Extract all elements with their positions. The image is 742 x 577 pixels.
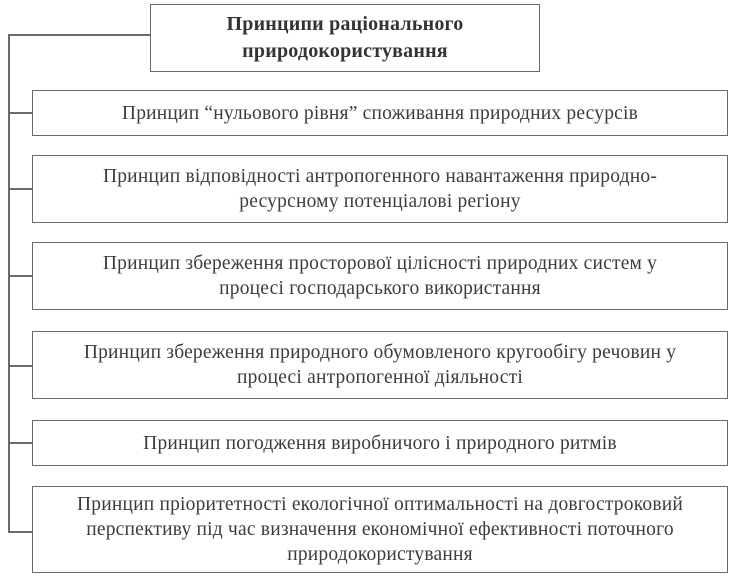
principle-6-line-1: Принцип пріоритетності екологічної оптимальності на довгостроковий	[76, 494, 684, 515]
connector-principle-5	[8, 442, 32, 444]
principle-box-6	[32, 486, 728, 573]
principle-3-line-1: Принцип збереження просторової цілісності природних систем у	[102, 253, 658, 274]
connector-principle-3	[8, 275, 32, 277]
connector-title	[8, 34, 151, 36]
principle-box-3	[32, 242, 728, 310]
connector-principle-4	[8, 365, 32, 367]
principle-4-line-1: Принцип збереження природного обумовленого кругообігу речовин у	[83, 342, 677, 363]
principle-1-line-1: Принцип “нульового рівня” споживання природних ресурсів	[121, 102, 639, 124]
principle-3-line-2: процесі господарського використання	[219, 278, 541, 299]
principle-2-line-2: ресурсному потенціалові регіону	[239, 191, 521, 212]
connector-principle-6	[8, 531, 32, 533]
principle-box-5	[32, 420, 728, 466]
principle-box-4	[32, 331, 728, 399]
connector-principle-1	[8, 112, 32, 114]
principle-6-line-3: природокористування	[287, 544, 473, 565]
diagram-title	[226, 11, 463, 65]
principle-6-line-2: перспективу під час визначення економічної ефективності поточного	[86, 519, 674, 540]
principle-box-2	[32, 155, 728, 223]
principle-2-line-1: Принцип відповідності антропогенного навантаження природно-	[102, 166, 658, 187]
principle-4-line-2: процесі антропогенної діяльності	[237, 367, 523, 388]
diagram-title-box	[150, 4, 540, 72]
diagram-title-line-1: Принципи раціонального	[226, 13, 464, 35]
connector-trunk	[8, 34, 10, 532]
diagram-title-line-2: природокористування	[242, 40, 448, 62]
connector-principle-2	[8, 188, 32, 190]
principle-5-line-1: Принцип погодження виробничого і природного ритмів	[143, 432, 617, 454]
principle-box-1	[32, 90, 728, 136]
